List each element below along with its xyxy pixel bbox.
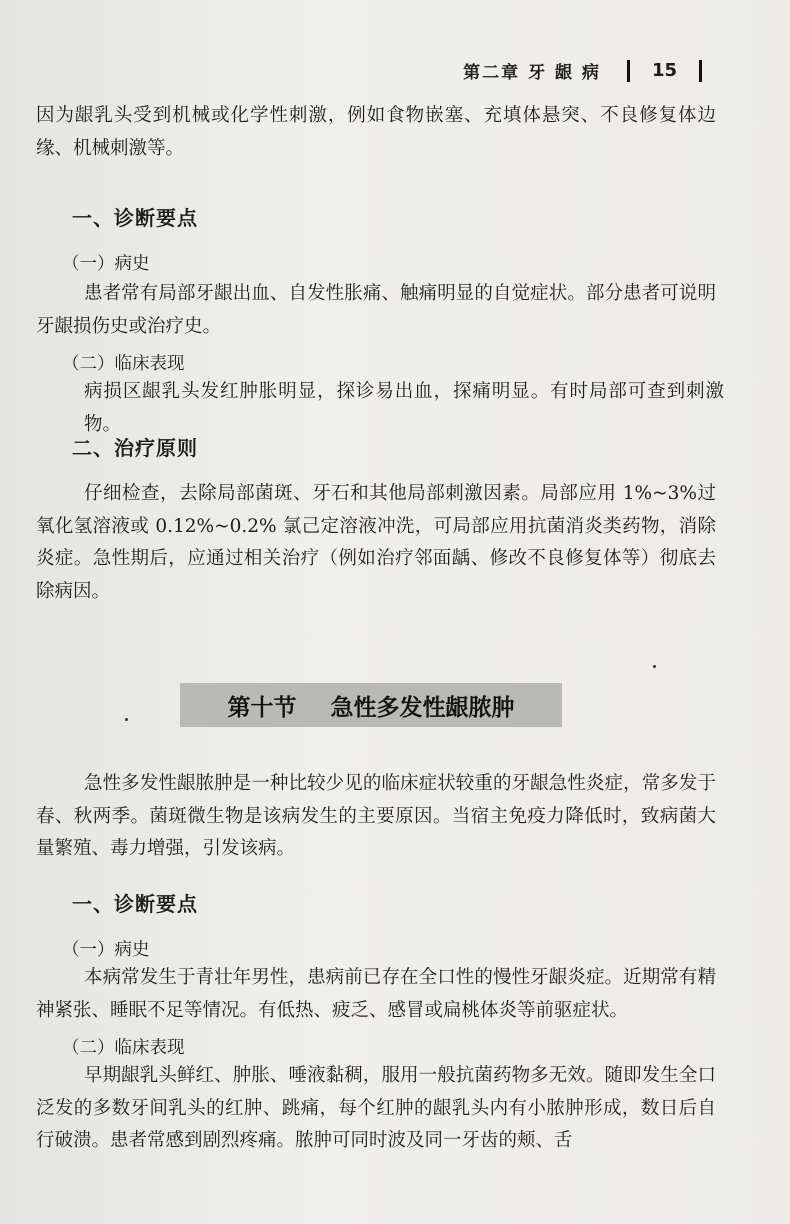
clinical-paragraph-2: 早期龈乳头鲜红、肿胀、唾液黏稠，服用一般抗菌药物多无效。随即发生全口泛发的多数牙间乳头的红肿、跳痛，每个红肿的龈乳头内有小脓肿形成，数日后自行破溃。患者常感到剧烈疼痛。脓肿可同时波及同一牙齿的颊、舌 bbox=[36, 1065, 716, 1151]
header-divider bbox=[627, 60, 630, 82]
section-intro-paragraph: 急性多发性龈脓肿是一种比较少见的临床症状较重的牙龈急性炎症，常多发于春、秋两季。菌斑微生物是该病发生的主要原因。当宿主免疫力降低时，致病菌大量繁殖、毒力增强，引发该病。 bbox=[36, 773, 716, 859]
page-number: 15 bbox=[651, 60, 677, 81]
history-paragraph-2: 本病常发生于青壮年男性，患病前已存在全口性的慢性牙龈炎症。近期常有精神紧张、睡眠不足等情况。有低热、疲乏、感冒或扁桃体炎等前驱症状。 bbox=[36, 967, 716, 1021]
heading-diagnosis-2: 一、诊断要点 bbox=[72, 892, 198, 916]
section-title-banner bbox=[180, 683, 562, 727]
clinical-paragraph-1: 病损区龈乳头发红肿胀明显，探诊易出血，探痛明显。有时局部可查到刺激物。 bbox=[84, 381, 724, 435]
heading-treatment: 二、治疗原则 bbox=[72, 436, 198, 460]
subheading-history-2: （一）病史 bbox=[62, 940, 150, 960]
intro-paragraph: 因为龈乳头受到机械或化学性刺激，例如食物嵌塞、充填体悬突、不良修复体边缘、机械刺激等。 bbox=[36, 105, 716, 159]
print-speck bbox=[125, 718, 128, 721]
subheading-clinical-2: （二）临床表现 bbox=[62, 1038, 185, 1058]
subheading-history-1: （一）病史 bbox=[62, 254, 150, 274]
history-paragraph-1: 患者常有局部牙龈出血、自发性胀痛、触痛明显的自觉症状。部分患者可说明牙龈损伤史或治疗史。 bbox=[36, 283, 716, 337]
treatment-paragraph: 仔细检查，去除局部菌斑、牙石和其他局部刺激因素。局部应用 1%~3%过氧化氢溶液或 0.12%~0.2% 氯己定溶液冲洗，可局部应用抗菌消炎类药物，消除炎症。急性期后，应通过相关治疗（例如治疗邻面龋、修改不良修复体等）彻底去除病因。 bbox=[36, 483, 716, 602]
header-divider-end bbox=[699, 60, 702, 82]
print-speck bbox=[653, 665, 656, 668]
chapter-title: 第二章 牙 龈 病 bbox=[463, 63, 601, 83]
subheading-clinical-1: （二）临床表现 bbox=[62, 354, 185, 374]
heading-diagnosis-1: 一、诊断要点 bbox=[72, 206, 198, 230]
running-header bbox=[463, 58, 702, 83]
section-title: 急性多发性龈脓肿 bbox=[330, 694, 515, 721]
section-number: 第十节 bbox=[227, 694, 297, 721]
